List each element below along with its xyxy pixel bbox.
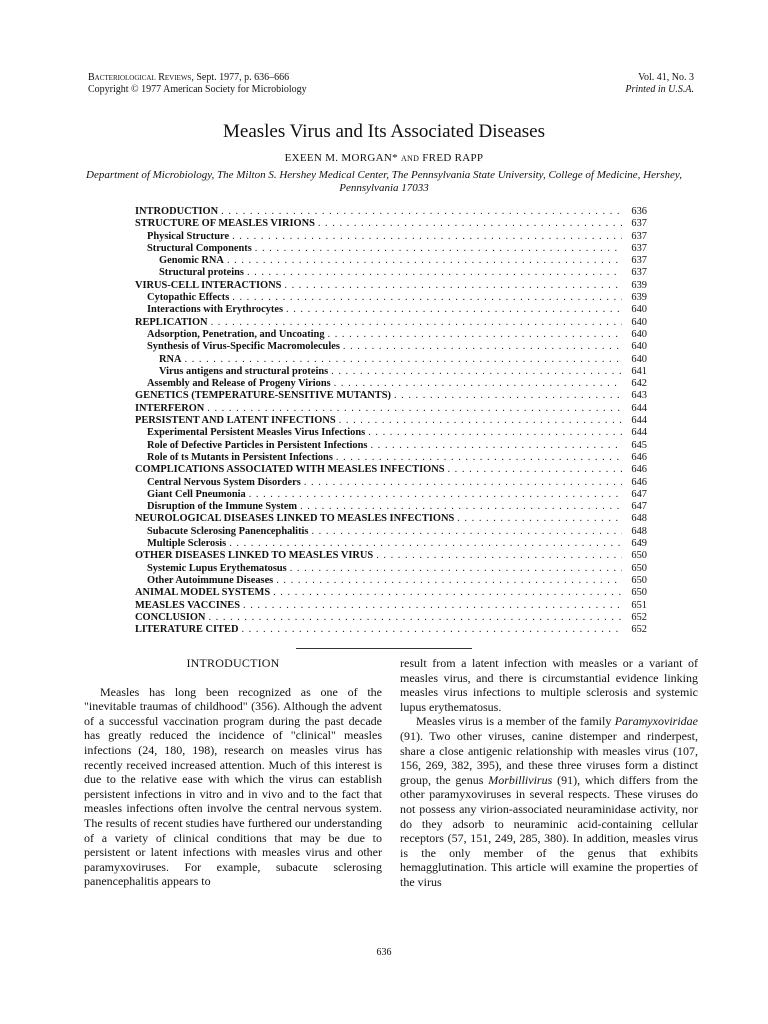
toc-leader-dots <box>232 292 622 304</box>
toc-entry-page: 639 <box>631 292 647 304</box>
toc-entry <box>135 489 647 501</box>
toc-leader-dots <box>247 267 622 279</box>
toc-entry-page: 646 <box>631 464 647 476</box>
toc-leader-dots <box>334 378 622 390</box>
body-paragraph <box>400 714 698 889</box>
toc-entry-page: 640 <box>631 316 647 328</box>
toc-leader-dots <box>286 304 622 316</box>
body-paragraph: Measles has long been recognized as one of the "inevitable traumas of childhood" (356). Although the advent of a successful vaccination program during the past decade has greatly reduced the incidence of "clinical" measles infections (24, 180, 198), research on measles virus has recently received increased attention. Much of this interest is due to the relative ease with which the virus can establish persistent infections in vitro and in vivo and to the fact that measles infections often involve the central nervous system. The results of recent studies have furthered our understanding of a variety of clinical conditions that may be due to persistent or latent infections with measles virus and other paramyxoviruses. For example, subacute sclerosing panencephalitis appears to <box>84 684 382 889</box>
toc-leader-dots <box>273 587 622 599</box>
toc-entry <box>135 612 647 624</box>
toc-entry-page: 646 <box>631 451 647 463</box>
toc-entry <box>135 501 647 513</box>
toc-entry-label: Virus antigens and structural proteins <box>159 365 329 377</box>
toc-entry-label: Adsorption, Penetration, and Uncoating <box>147 328 325 340</box>
toc-entry <box>135 341 647 353</box>
toc-entry <box>135 329 647 341</box>
affiliation: Department of Microbiology, The Milton S. Hershey Medical Center, The Pennsylvania State University, College of Medicine, Hershey, Pennsylvania 17033 <box>86 169 682 194</box>
text-run: (91). Two other viruses, canine distemper and rinderpest, share a close antigenic relationship with measles virus (107, 156, 269, 382, 395), and these three viruses form a distinct group, the genus <box>400 728 698 787</box>
toc-entry-page: 637 <box>631 218 647 230</box>
toc-entry-page: 639 <box>631 279 647 291</box>
toc-leader-dots <box>339 415 622 427</box>
toc-leader-dots <box>207 403 622 415</box>
toc-entry-page: 652 <box>631 624 647 636</box>
toc-leader-dots <box>221 206 622 218</box>
toc-entry <box>135 600 647 612</box>
toc-entry-label: Physical Structure <box>147 230 230 242</box>
toc-leader-dots <box>241 624 622 636</box>
toc-leader-dots <box>336 452 622 464</box>
journal-citation: , Sept. 1977, p. 636–666 <box>191 72 290 83</box>
toc-entry-page: 649 <box>631 538 647 550</box>
running-header-left <box>88 72 307 96</box>
toc-entry-label: Structural Components <box>147 242 252 254</box>
toc-leader-dots <box>208 612 622 624</box>
toc-entry <box>135 415 647 427</box>
toc-entry-page: 640 <box>631 353 647 365</box>
toc-entry-label: Genomic RNA <box>159 255 224 267</box>
toc-leader-dots <box>243 600 622 612</box>
toc-entry-label: INTRODUCTION <box>135 206 219 217</box>
toc-entry-page: 648 <box>631 525 647 537</box>
toc-entry-page: 647 <box>631 501 647 513</box>
toc-entry <box>135 440 647 452</box>
toc-entry <box>135 624 647 636</box>
toc-entry <box>135 538 647 550</box>
toc-entry-label: Interactions with Erythrocytes <box>147 304 284 316</box>
toc-leader-dots <box>284 280 622 292</box>
toc-entry-label: LITERATURE CITED <box>135 624 239 636</box>
toc-entry <box>135 366 647 378</box>
author-line <box>0 152 768 164</box>
toc-entry-label: GENETICS (TEMPERATURE-SENSITIVE MUTANTS) <box>135 390 391 402</box>
toc-entry-page: 644 <box>631 402 647 414</box>
body-column-right <box>400 656 698 890</box>
toc-entry <box>135 317 647 329</box>
toc-entry <box>135 477 647 489</box>
toc-leader-dots <box>249 489 622 501</box>
toc-entry <box>135 267 647 279</box>
toc-leader-dots <box>311 526 622 538</box>
toc-entry-label: Multiple Sclerosis <box>147 538 227 550</box>
toc-leader-dots <box>255 243 622 255</box>
toc-entry-page: 650 <box>631 574 647 586</box>
volume-issue: Vol. 41, No. 3 <box>638 72 694 83</box>
toc-leader-dots <box>300 501 622 513</box>
toc-leader-dots <box>343 341 622 353</box>
toc-divider <box>296 648 472 649</box>
toc-leader-dots <box>328 329 622 341</box>
toc-entry-page: 645 <box>631 439 647 451</box>
toc-entry <box>135 292 647 304</box>
author-conjunction: and <box>400 152 420 164</box>
toc-entry-label: Disruption of the Immune System <box>147 501 298 513</box>
toc-entry <box>135 390 647 402</box>
body-paragraph: result from a latent infection with measles or a variant of measles virus, and there is circumstantial evidence linking measles virus infections to multiple sclerosis and systemic lupus erythematosus. <box>400 656 698 714</box>
toc-entry-page: 650 <box>631 587 647 599</box>
toc-entry-label: PERSISTENT AND LATENT INFECTIONS <box>135 415 336 427</box>
toc-entry-page: 651 <box>631 599 647 611</box>
toc-entry <box>135 427 647 439</box>
toc-entry-page: 637 <box>631 255 647 267</box>
toc-entry-label: STRUCTURE OF MEASLES VIRIONS <box>135 218 315 230</box>
toc-entry-label: Central Nervous System Disorders <box>147 476 301 488</box>
toc-entry-page: 636 <box>631 206 647 217</box>
toc-entry <box>135 378 647 390</box>
toc-entry-page: 643 <box>631 390 647 402</box>
toc-entry <box>135 255 647 267</box>
toc-entry-label: REPLICATION <box>135 316 208 328</box>
toc-leader-dots <box>376 550 622 562</box>
toc-leader-dots <box>276 575 622 587</box>
toc-leader-dots <box>229 538 622 550</box>
toc-entry-page: 640 <box>631 341 647 353</box>
toc-entry-label: Role of Defective Particles in Persistent Infections <box>147 439 368 451</box>
toc-entry-page: 652 <box>631 611 647 623</box>
toc-entry-page: 644 <box>631 415 647 427</box>
family-name: Paramyxoviridae <box>614 714 698 729</box>
toc-entry <box>135 304 647 316</box>
toc-leader-dots <box>368 427 622 439</box>
toc-entry <box>135 403 647 415</box>
toc-entry <box>135 526 647 538</box>
section-heading: INTRODUCTION <box>186 656 280 670</box>
toc-leader-dots <box>227 255 622 267</box>
toc-leader-dots <box>290 563 622 575</box>
printed-in: Printed in U.S.A. <box>625 84 694 95</box>
toc-entry-page: 637 <box>631 230 647 242</box>
toc-leader-dots <box>185 354 622 366</box>
toc-leader-dots <box>394 390 622 402</box>
toc-entry-page: 640 <box>631 328 647 340</box>
toc-entry-label: Role of ts Mutants in Persistent Infections <box>147 451 333 463</box>
toc-entry-label: Cytopathic Effects <box>147 292 230 304</box>
running-header-right <box>625 72 694 96</box>
toc-entry-label: COMPLICATIONS ASSOCIATED WITH MEASLES INFECTIONS <box>135 464 445 476</box>
copyright-line: Copyright © 1977 American Society for Microbiology <box>88 84 307 95</box>
toc-entry <box>135 280 647 292</box>
toc-entry-label: Assembly and Release of Progeny Virions <box>147 378 331 390</box>
toc-leader-dots <box>370 440 622 452</box>
body-column-left <box>84 656 382 889</box>
page-number: 636 <box>376 947 392 958</box>
toc-entry-label: OTHER DISEASES LINKED TO MEASLES VIRUS <box>135 550 374 562</box>
toc-leader-dots <box>318 218 622 230</box>
toc-entry-page: 647 <box>631 488 647 500</box>
toc-entry <box>135 231 647 243</box>
toc-entry-page: 648 <box>631 513 647 525</box>
toc-leader-dots <box>304 477 622 489</box>
toc-entry-label: MEASLES VACCINES <box>135 599 241 611</box>
article-title: Measles Virus and Its Associated Diseases <box>223 121 545 142</box>
text-run: Measles virus is a member of the family <box>416 714 615 729</box>
toc-entry-page: 641 <box>631 365 647 377</box>
toc-entry-label: VIRUS-CELL INTERACTIONS <box>135 279 282 291</box>
toc-entry-label: Experimental Persistent Measles Virus Infections <box>147 427 366 439</box>
toc-entry-label: Synthesis of Virus-Specific Macromolecules <box>147 341 340 353</box>
toc-entry-page: 637 <box>631 242 647 254</box>
toc-entry-page: 650 <box>631 550 647 562</box>
toc-entry-page: 640 <box>631 304 647 316</box>
toc-leader-dots <box>331 366 622 378</box>
author-first: EXEEN M. MORGAN* <box>284 152 398 164</box>
toc-entry-label: Subacute Sclerosing Panencephalitis <box>147 525 309 537</box>
toc-entry-page: 642 <box>631 378 647 390</box>
toc-entry-label: NEUROLOGICAL DISEASES LINKED TO MEASLES INFECTIONS <box>135 513 455 525</box>
toc-entry <box>135 513 647 525</box>
toc-entry <box>135 218 647 230</box>
toc-entry-page: 646 <box>631 476 647 488</box>
toc-entry-label: Giant Cell Pneumonia <box>147 488 246 500</box>
toc-entry <box>135 587 647 599</box>
toc-entry-page: 650 <box>631 562 647 574</box>
toc-entry-label: Systemic Lupus Erythematosus <box>147 562 287 574</box>
toc-entry <box>135 575 647 587</box>
toc-leader-dots <box>447 464 622 476</box>
journal-name: Bacteriological Reviews <box>88 72 192 83</box>
toc-entry-label: Other Autoimmune Diseases <box>147 574 274 586</box>
toc-entry-page: 644 <box>631 427 647 439</box>
table-of-contents <box>135 206 647 636</box>
toc-entry-page: 637 <box>631 267 647 279</box>
text-run: (91), which differs from the other paramyxoviruses in several respects. These viruses do not possess any virion-associated neuraminidase activity, nor do they adsorb to neuraminic acid-containing cellular receptors (57, 151, 249, 285, 380). In addition, measles virus is the only member of the genus that exhibits hemagglutination. This article will examine the properties of the virus <box>400 772 698 889</box>
toc-leader-dots <box>457 513 622 525</box>
author-second: FRED RAPP <box>422 152 484 164</box>
toc-leader-dots <box>211 317 622 329</box>
toc-entry <box>135 354 647 366</box>
toc-entry <box>135 206 647 218</box>
toc-entry <box>135 243 647 255</box>
genus-name: Morbillivirus <box>488 772 553 787</box>
toc-entry-label: Structural proteins <box>159 267 244 279</box>
toc-entry-label: CONCLUSION <box>135 611 206 623</box>
toc-leader-dots <box>232 231 622 243</box>
toc-entry <box>135 452 647 464</box>
toc-entry <box>135 550 647 562</box>
toc-entry-label: RNA <box>159 353 182 365</box>
toc-entry-label: ANIMAL MODEL SYSTEMS <box>135 587 271 599</box>
toc-entry <box>135 563 647 575</box>
toc-entry-label: INTERFERON <box>135 402 205 414</box>
toc-entry <box>135 464 647 476</box>
